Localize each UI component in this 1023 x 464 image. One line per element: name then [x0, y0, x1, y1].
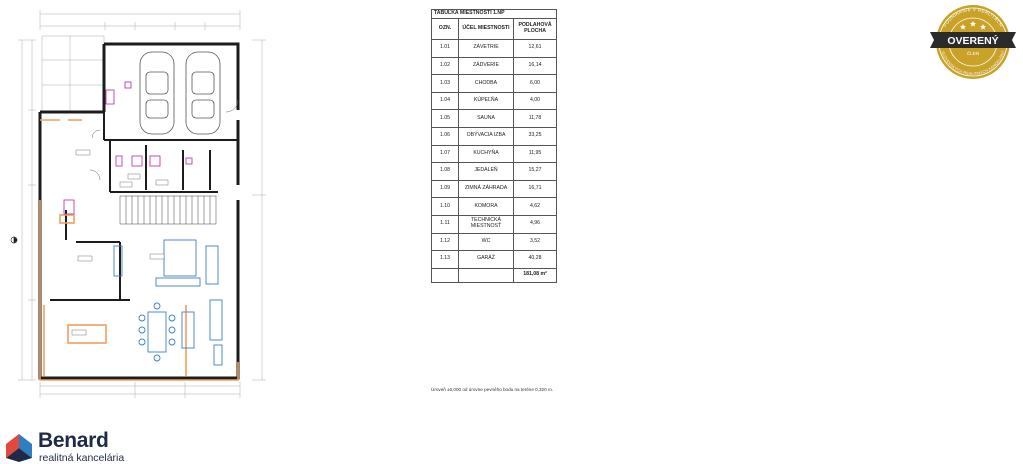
room-area: 6,00: [514, 75, 557, 93]
room-code: 1.05: [432, 110, 459, 128]
table-row: [432, 40, 557, 58]
room-area: 4,00: [514, 92, 557, 110]
room-name: ZÁVETRIE: [459, 40, 514, 58]
room-name: TECHNICKÁ MIESTNOSŤ: [459, 215, 514, 233]
room-area: 16,14: [514, 57, 557, 75]
room-code: 1.03: [432, 75, 459, 93]
table-row: [432, 92, 557, 110]
room-name: KÚPEĽŇA: [459, 92, 514, 110]
room-area: 3,52: [514, 233, 557, 251]
room-code: 1.08: [432, 163, 459, 181]
room-name: OBÝVACIA IZBA: [459, 127, 514, 145]
room-name: CHODBA: [459, 75, 514, 93]
room-code: 1.06: [432, 127, 459, 145]
logo-name: Benard: [38, 429, 109, 452]
room-name: KUCHYŇA: [459, 145, 514, 163]
column-header-area: PODLAHOVÁ PLOCHA: [514, 19, 557, 40]
table-row: [432, 198, 557, 216]
room-name: ZÁDVERIE: [459, 57, 514, 75]
table-row: [432, 57, 557, 75]
room-name: KOMORA: [459, 198, 514, 216]
verified-member-badge: [918, 2, 1023, 82]
room-area: 4,62: [514, 198, 557, 216]
total-area: 181,08 m²: [514, 268, 557, 282]
table-row: [432, 127, 557, 145]
floor-plan-drawing: [0, 0, 300, 400]
table-row: [432, 180, 557, 198]
badge-ring-bottom-text: SLOVENSKÝCH REALITNÝCH KANCELÁRIÍ: [940, 50, 1006, 77]
badge-sublabel: ČLEN: [966, 51, 980, 56]
room-code: 1.04: [432, 92, 459, 110]
column-header-code: OZN.: [432, 19, 459, 40]
room-area: 11,95: [514, 145, 557, 163]
logo-mark-icon: [4, 430, 34, 462]
room-table-title: TABUĽKA MIESTNOSTÍ 1.NP: [432, 10, 557, 19]
table-row: [432, 110, 557, 128]
room-area: 15,27: [514, 163, 557, 181]
table-row: [432, 233, 557, 251]
badge-ring-top-text: PODNIKANIE V REALITÁCH: [942, 6, 1004, 28]
room-code: 1.10: [432, 198, 459, 216]
table-row: [432, 145, 557, 163]
room-code: 1.13: [432, 251, 459, 269]
room-table: [431, 9, 557, 283]
room-code: 1.09: [432, 180, 459, 198]
room-area: 11,78: [514, 110, 557, 128]
room-name: ZIMNÁ ZÁHRADA: [459, 180, 514, 198]
room-code: 1.07: [432, 145, 459, 163]
room-area: 12,61: [514, 40, 557, 58]
total-row: [432, 268, 557, 282]
room-name: WC: [459, 233, 514, 251]
room-name: SAUNA: [459, 110, 514, 128]
benard-logo[interactable]: [4, 428, 124, 464]
room-area: 40,28: [514, 251, 557, 269]
room-code: 1.11: [432, 215, 459, 233]
logo-tagline: realitná kancelária: [39, 452, 125, 464]
room-name: JEDÁLEŇ: [459, 163, 514, 181]
table-row: [432, 75, 557, 93]
room-area: 33,25: [514, 127, 557, 145]
room-area: 4,96: [514, 215, 557, 233]
table-row: [432, 215, 557, 233]
column-header-purpose: ÚČEL MIESTNOSTI: [459, 19, 514, 40]
room-code: 1.12: [432, 233, 459, 251]
room-code: 1.01: [432, 40, 459, 58]
badge-label: OVERENÝ: [947, 35, 999, 47]
table-row: [432, 251, 557, 269]
room-name: GARÁŽ: [459, 251, 514, 269]
plan-footnote: Úroveň ±0,000 od úrovne pevného bodu na teréne 0,320 m.: [431, 387, 554, 392]
room-area: 16,71: [514, 180, 557, 198]
table-row: [432, 163, 557, 181]
room-code: 1.02: [432, 57, 459, 75]
